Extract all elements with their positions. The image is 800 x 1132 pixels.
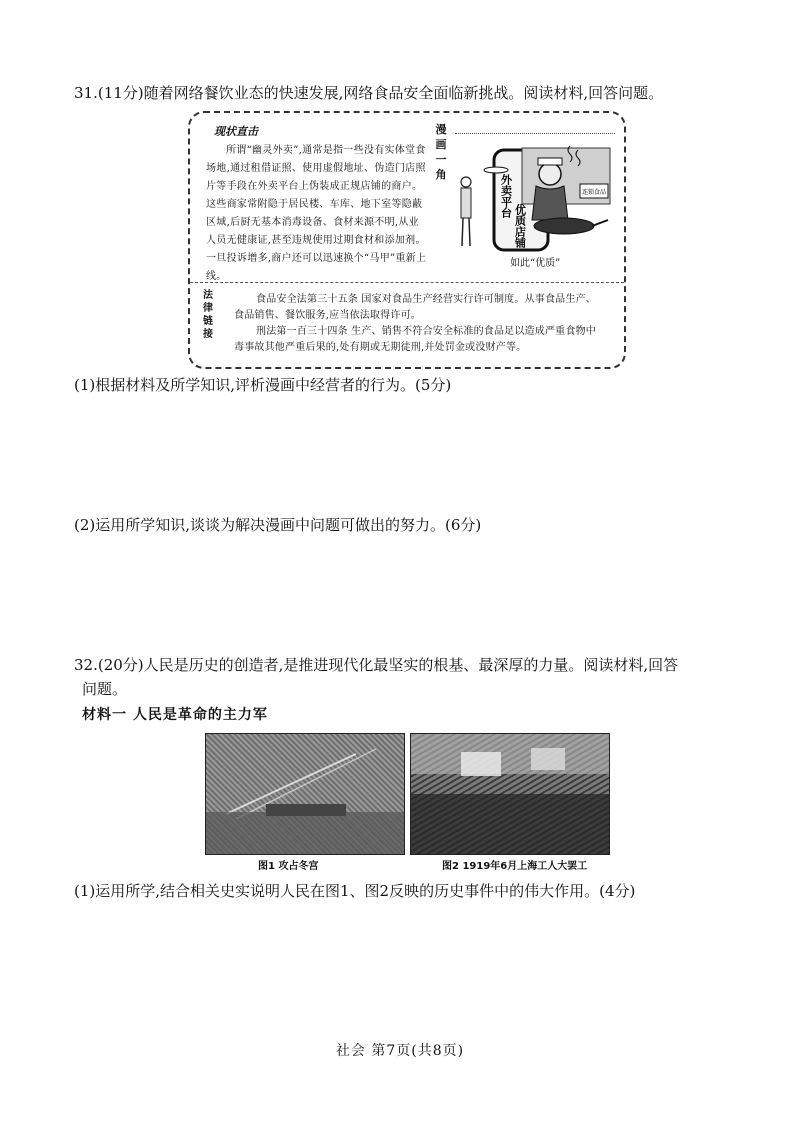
status-text: 所谓“幽灵外卖”,通常是指一些没有实体堂食场地,通过租借证照、使用虚假地址、伪造门店照片等手段在外卖平台上伪装成正规店铺的商户。这些商家常附隐于居民楼、车库、地下室等隐蔽区域,后厨无基本消毒设备、食材来源不明,从业人员无健康证,甚至违规使用过期食材和添加剂。一旦投诉增多,商户还可以迅速换个“马甲”重新上线。 <box>206 145 427 282</box>
status-title: 现状直击 <box>214 125 258 138</box>
comic-caption: 如此“优质” <box>510 258 561 269</box>
law-text <box>234 292 606 356</box>
comic-person-body <box>461 188 471 218</box>
comic-person-head <box>461 177 471 187</box>
figure2-photo-shanghai-strike <box>410 733 610 855</box>
comic-dish <box>484 167 508 173</box>
q31-sub2: (2)运用所学知识,谈谈为解决漫画中问题可做出的努力。(6分) <box>74 516 482 534</box>
figure2-caption: 图2 1919年6月上海工人大罢工 <box>442 861 588 872</box>
comic-illustration <box>452 140 612 258</box>
comic-cook-head <box>539 163 561 185</box>
comic-sign-chain: 连锁食品 <box>581 189 607 196</box>
comic-top-rule <box>455 133 615 134</box>
comic-sign-platform: 外卖平台 <box>499 174 513 218</box>
figure1-photo-winter-palace <box>205 733 405 855</box>
law-label: 法律链接 <box>203 290 213 340</box>
comic-label: 漫画一角 <box>435 123 447 181</box>
comic-wok <box>534 218 594 234</box>
material1-title: 材料一 人民是革命的主力军 <box>82 707 268 723</box>
comic-cook-body <box>532 186 568 220</box>
q32-header-line1: 32.(20分)人民是历史的创造者,是推进现代化最坚实的根基、最深厚的力量。阅读材料,回答 <box>74 656 679 674</box>
page-footer: 社会 第7页(共8页) <box>335 1043 465 1059</box>
law-food-safety: 食品安全法第三十五条 国家对食品生产经营实行许可制度。从事食品生产、食品销售、餐饮服务,应当依法取得许可。 <box>234 294 596 321</box>
comic-sign-quality: 优质店铺 <box>513 204 527 248</box>
q32-header-line2: 问题。 <box>82 680 128 698</box>
law-criminal: 刑法第一百三十四条 生产、销售不符合安全标准的食品足以造成严重食物中毒事故其他严重后果的,处有期或无期徒刑,并处罚金或没财产等。 <box>234 326 596 353</box>
q31-sub1: (1)根据材料及所学知识,评析漫画中经营者的行为。(5分) <box>74 376 452 394</box>
q32-sub1: (1)运用所学,结合相关史实说明人民在图1、图2反映的历史事件中的伟大作用。(4分) <box>74 882 636 900</box>
figure1-caption: 图1 攻占冬宫 <box>258 861 319 872</box>
q31-header: 31.(11分)随着网络餐饮业态的快速发展,网络食品安全面临新挑战。阅读材料,回答问题。 <box>74 84 664 102</box>
